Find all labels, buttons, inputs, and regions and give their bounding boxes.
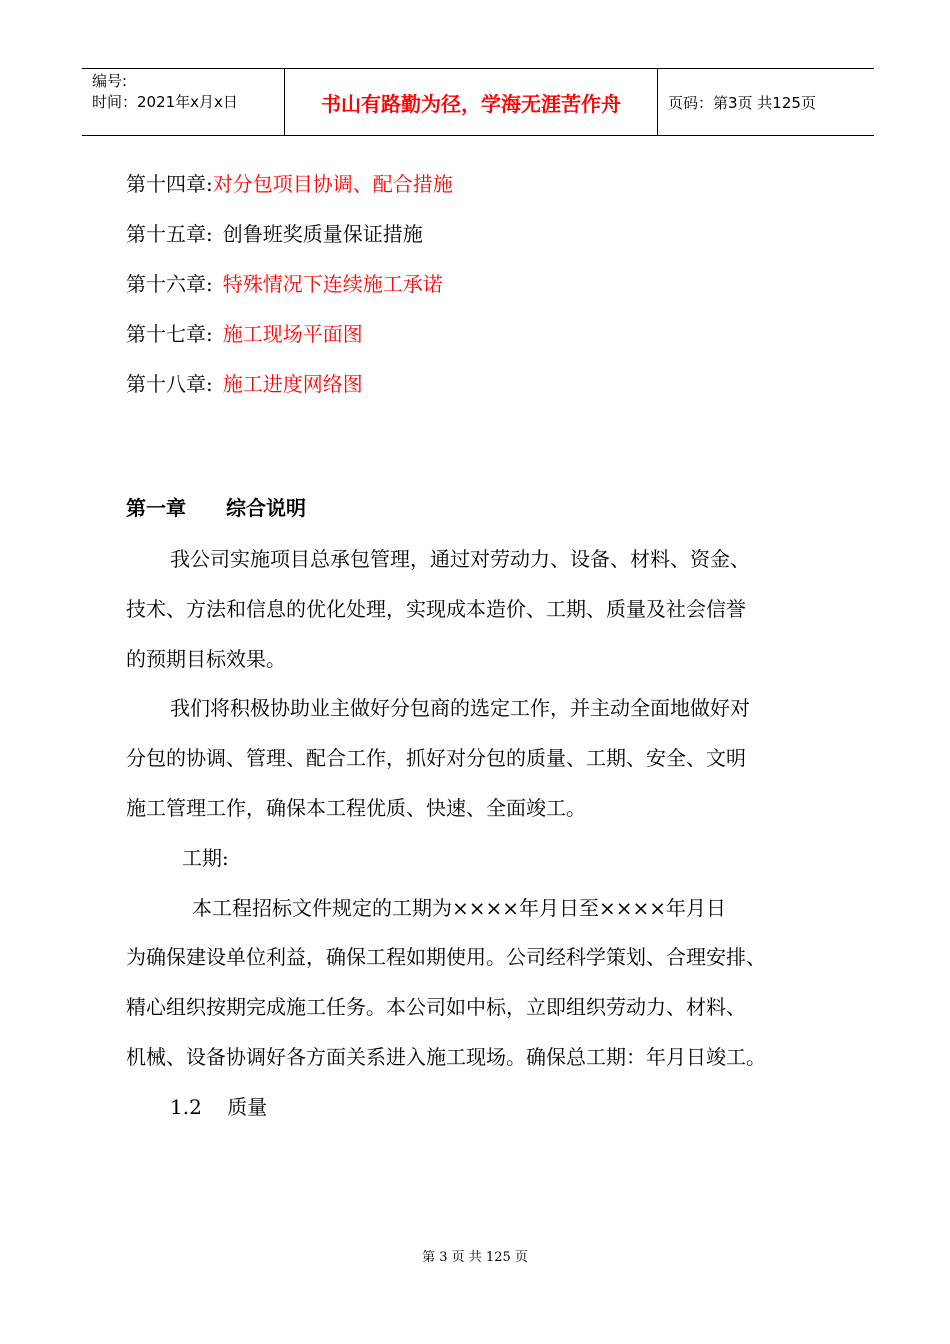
body-line: 分包的协调、管理、配合工作，抓好对分包的质量、工期、安全、文明 — [126, 746, 746, 770]
chapter-number: 第一章 — [126, 496, 186, 520]
toc-item-15[interactable] — [126, 221, 423, 247]
page-header — [82, 68, 874, 136]
toc-chapter-number: 第十七章: — [126, 322, 213, 346]
toc-chapter-title: 创鲁班奖质量保证措施 — [222, 222, 423, 246]
page-footer: 第 3 页 共 125 页 — [422, 1250, 528, 1265]
body-line: 我们将积极协助业主做好分包商的选定工作，并主动全面地做好对 — [170, 696, 750, 720]
toc-chapter-title: 施工进度网络图 — [222, 372, 363, 396]
subheading-quality: 1.2 质量 — [170, 1095, 268, 1119]
body-line: 机械、设备协调好各方面关系进入施工现场。确保总工期：年月日竣工。 — [126, 1045, 766, 1069]
header-meta — [82, 69, 285, 135]
toc-chapter-number: 第十四章: — [126, 172, 213, 196]
serial-number-label: 编号: — [92, 72, 128, 90]
toc-chapter-number: 第十六章: — [126, 272, 213, 296]
toc-item-18[interactable] — [126, 371, 363, 397]
body-line: 施工管理工作，确保本工程优质、快速、全面竣工。 — [126, 796, 586, 820]
toc-chapter-title: 对分包项目协调、配合措施 — [212, 172, 453, 196]
header-motto: 书山有路勤为径，学海无涯苦作舟 — [285, 69, 658, 135]
body-line: 本工程招标文件规定的工期为××××年月日至××××年月日 — [192, 896, 727, 920]
body-line: 技术、方法和信息的优化处理，实现成本造价、工期、质量及社会信誉 — [126, 597, 746, 621]
toc-chapter-number: 第十五章: — [126, 222, 213, 246]
toc-chapter-title: 特殊情况下连续施工承诺 — [222, 272, 443, 296]
body-line: 精心组织按期完成施工任务。本公司如中标，立即组织劳动力、材料、 — [126, 995, 746, 1019]
date-label: 时间：2021年x月x日 — [92, 93, 238, 111]
header-page-info: 页码：第3页 共125页 — [668, 93, 816, 112]
toc-chapter-number: 第十八章: — [126, 372, 213, 396]
toc-item-17[interactable] — [126, 321, 363, 347]
subheading-schedule: 工期: — [182, 846, 229, 870]
body-line: 我公司实施项目总承包管理，通过对劳动力、设备、材料、资金、 — [170, 547, 750, 571]
toc-item-16[interactable] — [126, 271, 443, 297]
toc-chapter-title: 施工现场平面图 — [222, 322, 363, 346]
body-line: 为确保建设单位利益，确保工程如期使用。公司经科学策划、合理安排、 — [126, 945, 766, 969]
body-line: 的预期目标效果。 — [126, 647, 286, 671]
chapter-title: 综合说明 — [226, 496, 306, 520]
toc-item-14[interactable] — [126, 171, 453, 197]
chapter-heading — [126, 495, 306, 521]
